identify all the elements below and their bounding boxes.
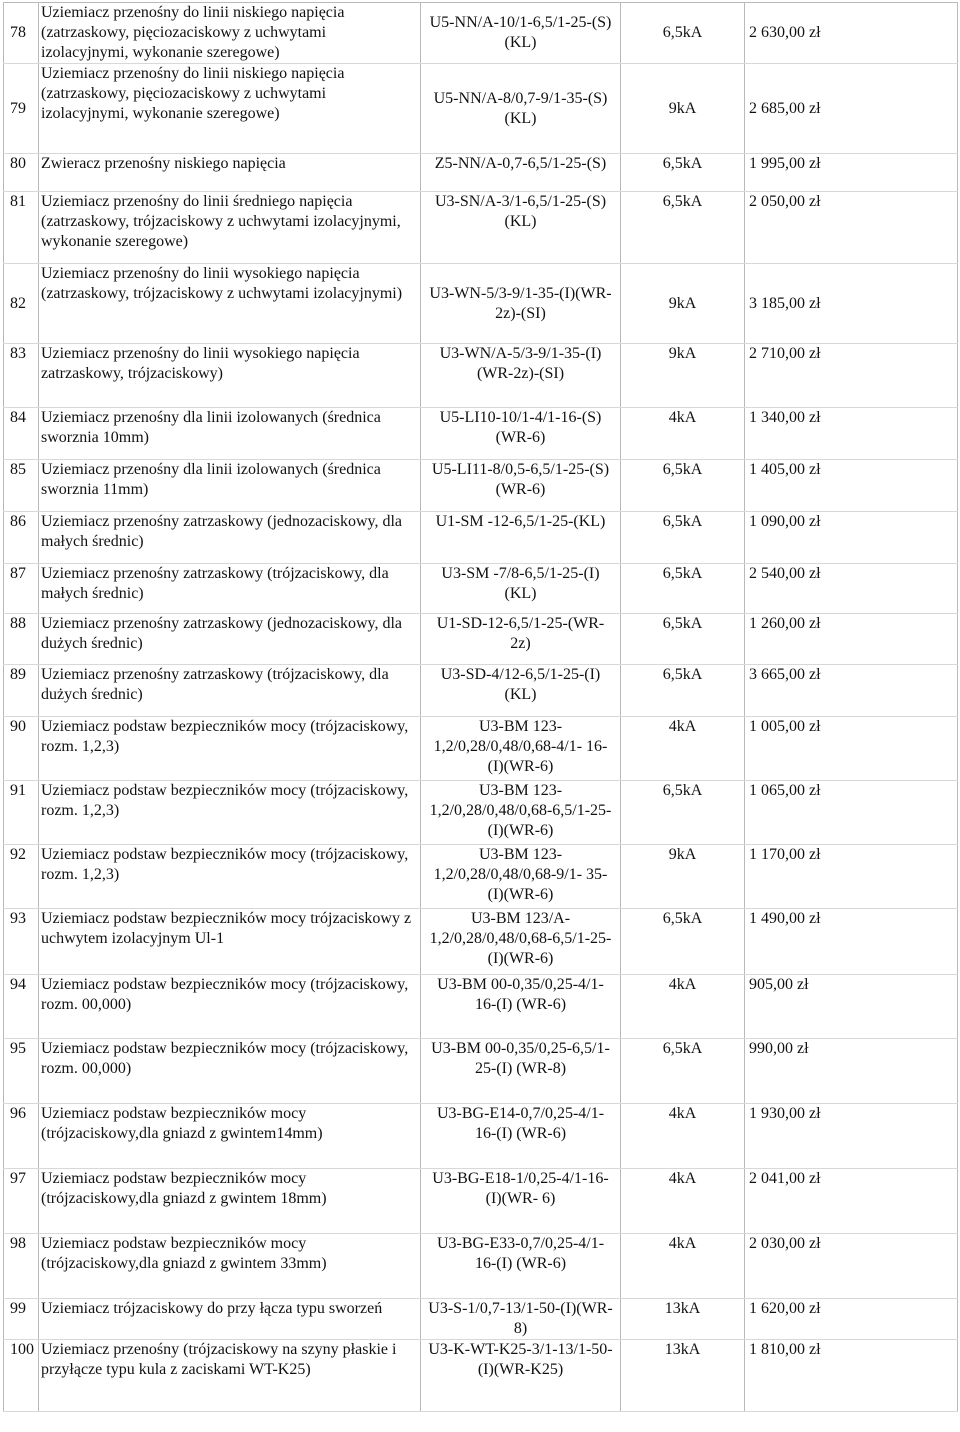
current-rating: 13kA [621,1299,745,1340]
table-row [4,1104,958,1169]
table-row [4,408,958,460]
row-number: 82 [4,264,39,344]
product-code: U5-LI11-8/0,5-6,5/1-25-(S)(WR-6) [421,460,621,512]
product-code: U3-SN/A-3/1-6,5/1-25-(S)(KL) [421,192,621,264]
price: 1 340,00 zł [745,408,958,460]
row-number: 79 [4,64,39,154]
table-row [4,614,958,665]
row-number: 90 [4,717,39,781]
price: 1 405,00 zł [745,460,958,512]
price: 1 090,00 zł [745,512,958,564]
current-rating: 4kA [621,1169,745,1234]
current-rating: 6,5kA [621,781,745,845]
product-code: U5-NN/A-8/0,7-9/1-35-(S)(KL) [421,64,621,154]
current-rating: 4kA [621,1234,745,1299]
current-rating: 6,5kA [621,909,745,975]
row-number: 95 [4,1039,39,1104]
price-table [3,2,958,1412]
table-row [4,845,958,909]
price: 3 185,00 zł [745,264,958,344]
price: 2 041,00 zł [745,1169,958,1234]
product-code: U3-S-1/0,7-13/1-50-(I)(WR-8) [421,1299,621,1340]
product-description: Uziemiacz przenośny do linii średniego napięcia (zatrzaskowy, trójzaciskowy z uchwytami izolacyjnymi, wykonanie szeregowe) [39,192,421,264]
product-description: Uziemiacz podstaw bezpieczników mocy (trójzaciskowy, rozm. 00,000) [39,975,421,1039]
product-description: Uziemiacz przenośny zatrzaskowy (trójzaciskowy, dla dużych średnic) [39,665,421,717]
price: 1 260,00 zł [745,614,958,665]
current-rating: 4kA [621,1104,745,1169]
current-rating: 9kA [621,264,745,344]
current-rating: 6,5kA [621,3,745,64]
product-code: U3-BG-E33-0,7/0,25-4/1-16-(I) (WR-6) [421,1234,621,1299]
row-number: 91 [4,781,39,845]
product-description: Uziemiacz przenośny do linii wysokiego napięcia (zatrzaskowy, trójzaciskowy z uchwytami izolacyjnymi) [39,264,421,344]
row-number: 84 [4,408,39,460]
table-row [4,460,958,512]
current-rating: 6,5kA [621,460,745,512]
product-code: U3-SM -7/8-6,5/1-25-(I)(KL) [421,564,621,614]
row-number: 98 [4,1234,39,1299]
price: 905,00 zł [745,975,958,1039]
row-number: 80 [4,154,39,192]
current-rating: 4kA [621,408,745,460]
product-description: Uziemiacz podstaw bezpieczników mocy (trójzaciskowy, rozm. 00,000) [39,1039,421,1104]
price: 2 685,00 zł [745,64,958,154]
current-rating: 6,5kA [621,1039,745,1104]
product-code: U3-BM 123-1,2/0,28/0,48/0,68-9/1- 35-(I)(WR-6) [421,845,621,909]
row-number: 83 [4,344,39,408]
price: 1 170,00 zł [745,845,958,909]
table-row [4,192,958,264]
product-code: U1-SM -12-6,5/1-25-(KL) [421,512,621,564]
current-rating: 4kA [621,975,745,1039]
row-number: 99 [4,1299,39,1340]
product-code: U5-LI10-10/1-4/1-16-(S)(WR-6) [421,408,621,460]
price: 2 710,00 zł [745,344,958,408]
row-number: 94 [4,975,39,1039]
price: 1 065,00 zł [745,781,958,845]
product-description: Uziemiacz przenośny dla linii izolowanych (średnica sworznia 10mm) [39,408,421,460]
product-description: Uziemiacz podstaw bezpieczników mocy (trójzaciskowy, rozm. 1,2,3) [39,717,421,781]
product-code: Z5-NN/A-0,7-6,5/1-25-(S) [421,154,621,192]
current-rating: 9kA [621,845,745,909]
current-rating: 6,5kA [621,512,745,564]
product-code: U5-NN/A-10/1-6,5/1-25-(S)(KL) [421,3,621,64]
table-row [4,1234,958,1299]
product-code: U3-BM 123-1,2/0,28/0,48/0,68-6,5/1-25-(I)(WR-6) [421,781,621,845]
current-rating: 13kA [621,1340,745,1412]
row-number: 88 [4,614,39,665]
product-description: Uziemiacz przenośny zatrzaskowy (jednozaciskowy, dla małych średnic) [39,512,421,564]
product-code: U3-BM 123-1,2/0,28/0,48/0,68-4/1- 16-(I)(WR-6) [421,717,621,781]
current-rating: 6,5kA [621,665,745,717]
current-rating: 6,5kA [621,154,745,192]
current-rating: 6,5kA [621,614,745,665]
table-row [4,264,958,344]
product-description: Uziemiacz przenośny do linii wysokiego napięcia zatrzaskowy, trójzaciskowy) [39,344,421,408]
product-description: Zwieracz przenośny niskiego napięcia [39,154,421,192]
row-number: 96 [4,1104,39,1169]
product-code: U3-BG-E14-0,7/0,25-4/1-16-(I) (WR-6) [421,1104,621,1169]
current-rating: 6,5kA [621,192,745,264]
row-number: 81 [4,192,39,264]
table-row [4,1039,958,1104]
price: 990,00 zł [745,1039,958,1104]
table-row [4,64,958,154]
product-code: U3-BM 00-0,35/0,25-4/1-16-(I) (WR-6) [421,975,621,1039]
product-description: Uziemiacz podstaw bezpieczników mocy (trójzaciskowy,dla gniazd z gwintem 33mm) [39,1234,421,1299]
row-number: 97 [4,1169,39,1234]
row-number: 86 [4,512,39,564]
table-row [4,717,958,781]
product-code: U1-SD-12-6,5/1-25-(WR-2z) [421,614,621,665]
table-row [4,1340,958,1412]
row-number: 85 [4,460,39,512]
product-description: Uziemiacz przenośny zatrzaskowy (trójzaciskowy, dla małych średnic) [39,564,421,614]
product-code: U3-BG-E18-1/0,25-4/1-16-(I)(WR- 6) [421,1169,621,1234]
product-code: U3-BM 00-0,35/0,25-6,5/1-25-(I) (WR-8) [421,1039,621,1104]
row-number: 93 [4,909,39,975]
price: 2 630,00 zł [745,3,958,64]
row-number: 92 [4,845,39,909]
product-description: Uziemiacz podstaw bezpieczników mocy trójzaciskowy z uchwytem izolacyjnym Ul-1 [39,909,421,975]
table-row [4,344,958,408]
product-description: Uziemiacz przenośny (trójzaciskowy na szyny płaskie i przyłącze typu kula z zaciskami WT-K25) [39,1340,421,1412]
product-description: Uziemiacz przenośny dla linii izolowanych (średnica sworznia 11mm) [39,460,421,512]
product-description: Uziemiacz przenośny zatrzaskowy (jednozaciskowy, dla dużych średnic) [39,614,421,665]
product-description: Uziemiacz przenośny do linii niskiego napięcia (zatrzaskowy, pięciozaciskowy z uchwytami izolacyjnymi, wykonanie szeregowe) [39,3,421,64]
product-description: Uziemiacz przenośny do linii niskiego napięcia (zatrzaskowy, pięciozaciskowy z uchwytami izolacyjnymi, wykonanie szeregowe) [39,64,421,154]
table-row [4,512,958,564]
table-row [4,1299,958,1340]
table-row [4,665,958,717]
row-number: 78 [4,3,39,64]
product-code: U3-WN-5/3-9/1-35-(I)(WR-2z)-(SI) [421,264,621,344]
table-row [4,1169,958,1234]
row-number: 89 [4,665,39,717]
table-row [4,781,958,845]
price: 2 540,00 zł [745,564,958,614]
row-number: 87 [4,564,39,614]
current-rating: 9kA [621,64,745,154]
product-description: Uziemiacz podstaw bezpieczników mocy (trójzaciskowy, rozm. 1,2,3) [39,781,421,845]
current-rating: 4kA [621,717,745,781]
product-description: Uziemiacz podstaw bezpieczników mocy (trójzaciskowy, rozm. 1,2,3) [39,845,421,909]
table-row [4,3,958,64]
price: 1 810,00 zł [745,1340,958,1412]
table-row [4,564,958,614]
price: 1 930,00 zł [745,1104,958,1169]
table-row [4,909,958,975]
current-rating: 9kA [621,344,745,408]
product-code: U3-SD-4/12-6,5/1-25-(I)(KL) [421,665,621,717]
product-code: U3-K-WT-K25-3/1-13/1-50-(I)(WR-K25) [421,1340,621,1412]
price: 1 005,00 zł [745,717,958,781]
table-row [4,975,958,1039]
row-number: 100 [4,1340,39,1412]
product-description: Uziemiacz podstaw bezpieczników mocy (trójzaciskowy,dla gniazd z gwintem14mm) [39,1104,421,1169]
price: 1 620,00 zł [745,1299,958,1340]
product-description: Uziemiacz podstaw bezpieczników mocy (trójzaciskowy,dla gniazd z gwintem 18mm) [39,1169,421,1234]
product-code: U3-WN/A-5/3-9/1-35-(I)(WR-2z)-(SI) [421,344,621,408]
price: 1 490,00 zł [745,909,958,975]
price: 1 995,00 zł [745,154,958,192]
price: 3 665,00 zł [745,665,958,717]
product-code: U3-BM 123/A-1,2/0,28/0,48/0,68-6,5/1-25-(I)(WR-6) [421,909,621,975]
product-description: Uziemiacz trójzaciskowy do przy łącza typu sworzeń [39,1299,421,1340]
price-table-body [4,3,958,1412]
current-rating: 6,5kA [621,564,745,614]
price: 2 050,00 zł [745,192,958,264]
price: 2 030,00 zł [745,1234,958,1299]
table-row [4,154,958,192]
